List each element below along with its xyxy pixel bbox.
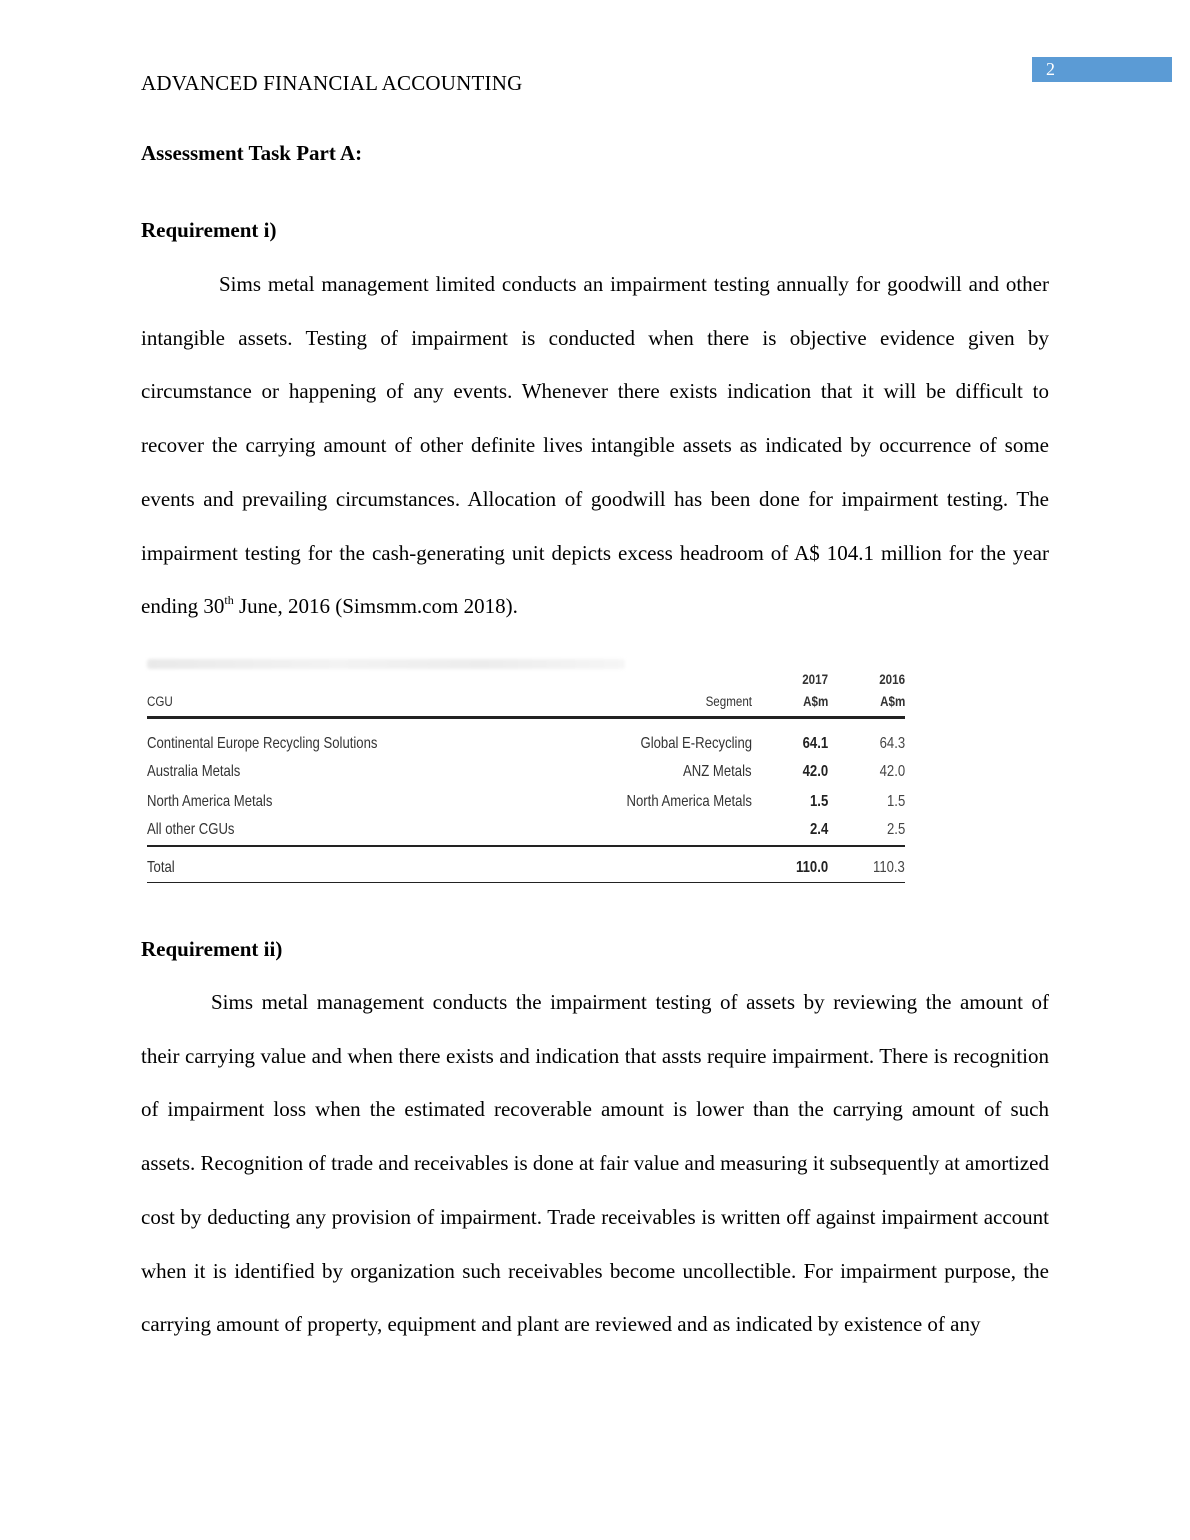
row-value-2017: 2.4 [809,821,828,838]
row-segment: Global E-Recycling [640,735,752,752]
row-value-2017: 1.5 [809,793,828,810]
header-segment: Segment [705,694,752,709]
header-2016-year: 2016 [879,672,905,687]
requirement-i-paragraph [141,258,1049,634]
requirement-ii-text: Sims metal management conducts the impairment testing of assets by reviewing the amount of their carrying value and when there exists and indication that assts require impairment. There is recognition of impairment loss when the estimated recoverable amount is lower than the carrying amount of such assets. Recognition of trade and receivables is done at fair value and measuring it subsequently at amortized cost by deducting any provision of impairment. Trade receivables is written off against impairment account when it is identified by organization such receivables become uncollectible. For impairment purpose, the carrying amount of property, equipment and plant are reviewed and as indicated by existence of any [141,990,1049,1337]
requirement-ii-paragraph [141,976,1049,1352]
total-row [141,859,913,883]
table-row [141,735,913,759]
row-cgu: North America Metals [147,793,273,810]
row-segment: ANZ Metals [683,763,752,780]
total-label: Total [147,859,175,876]
total-value-2017: 110.0 [795,859,828,876]
row-value-2016: 1.5 [886,793,905,810]
row-cgu: All other CGUs [147,821,235,838]
table-row [141,763,913,787]
header-cgu: CGU [147,694,173,709]
superscript-th: th [224,593,234,608]
page-number-badge [1032,57,1172,82]
requirement-i-heading: Requirement i) [141,218,277,242]
row-value-2016: 2.5 [886,821,905,838]
running-head: ADVANCED FINANCIAL ACCOUNTING [141,71,523,95]
header-2017-year: 2017 [802,672,828,687]
requirement-ii-heading: Requirement ii) [141,937,283,961]
row-value-2016: 64.3 [879,735,905,752]
requirement-i-text: Sims metal management limited conducts an impairment testing annually for goodwill and other intangible assets. Testing of impairment is conducted when there is objective evidence given by circumstance or happening of any events. Whenever there exists indication that it will be difficult to recover the carrying amount of other definite lives intangible assets as indicated by occurrence of some events and prevailing circumstances. Allocation of goodwill has been done for impairment testing. The impairment testing for the cash-generating unit depicts excess headroom of A$ 104.1 million for the year ending 30 [141,272,1049,619]
row-cgu: Continental Europe Recycling Solutions [147,735,378,752]
page-number: 2 [1046,59,1055,79]
blurred-table-caption [147,659,625,669]
row-value-2016: 42.0 [879,763,905,780]
section-title: Assessment Task Part A: [141,141,363,165]
row-cgu: Australia Metals [147,763,241,780]
header-2016-unit: A$m [879,694,905,709]
table-row [141,793,913,817]
row-segment: North America Metals [626,793,752,810]
total-rule-top [147,845,905,847]
table-row [141,821,913,845]
row-value-2017: 64.1 [802,735,828,752]
total-rule-bottom [147,882,905,883]
total-value-2016: 110.3 [873,859,905,876]
requirement-i-text-end: June, 2016 (Simsmm.com 2018). [233,594,518,619]
header-rule [147,716,905,719]
cgu-goodwill-table [141,655,913,890]
row-value-2017: 42.0 [802,763,828,780]
header-2017-unit: A$m [802,694,828,709]
